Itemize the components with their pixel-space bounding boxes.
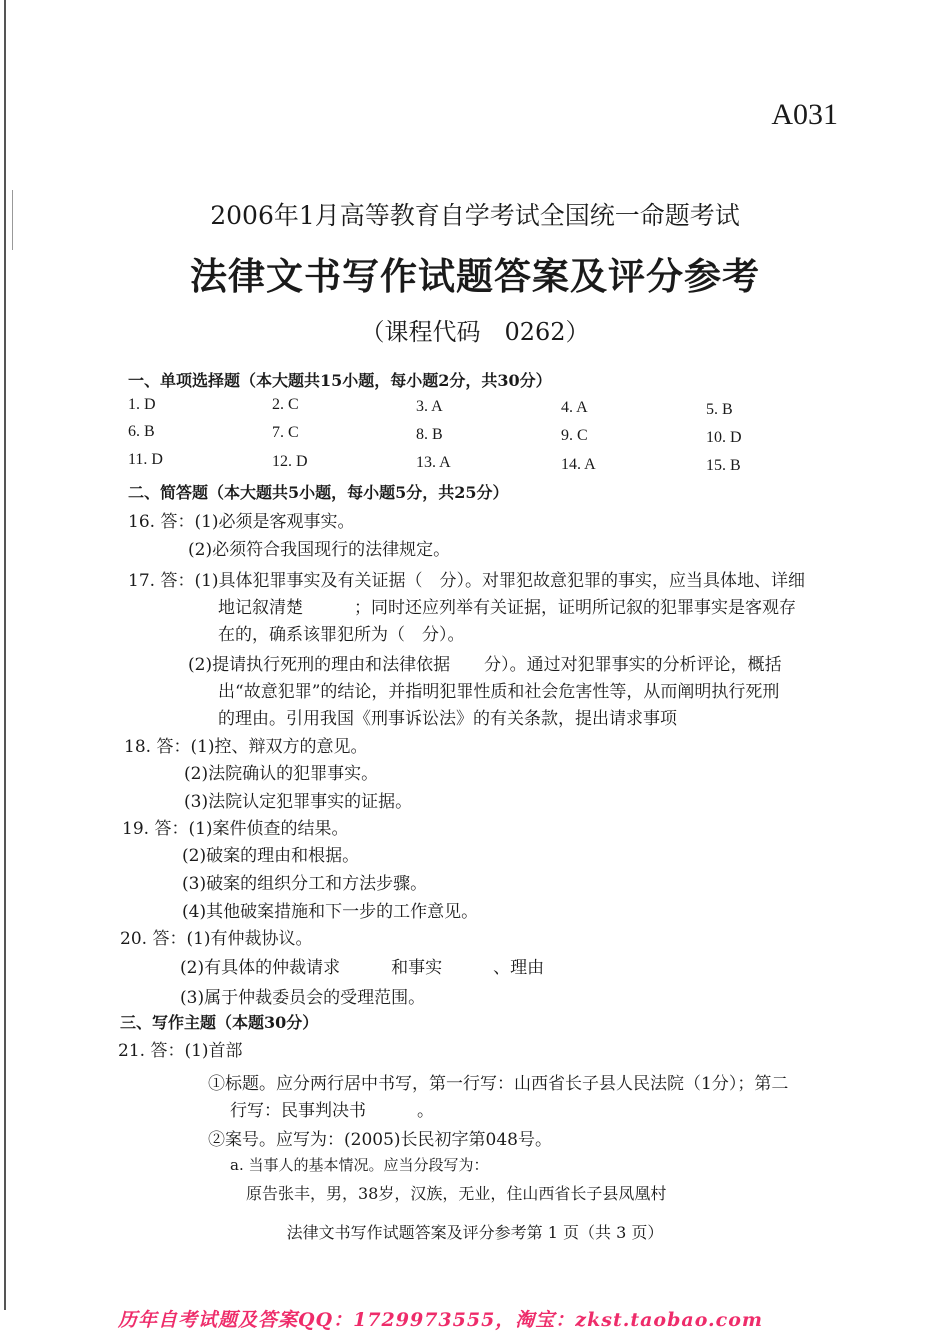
answer-item: 3. A [416, 398, 443, 415]
answer-line: 行写：民事判决书 。 [230, 1101, 434, 1121]
answer-line: 18. 答：(1)控、辩双方的意见。 [124, 737, 368, 757]
section2-heading: 二、简答题（本大题共5小题，每小题5分，共25分） [128, 483, 509, 502]
answer-item: 4. A [561, 399, 588, 416]
answer-item: 6. B [128, 423, 155, 440]
answer-line: 20. 答：(1)有仲裁协议。 [120, 929, 313, 949]
answer-item: 12. D [272, 453, 308, 470]
answer-item: 9. C [561, 427, 588, 444]
answer-line: 出“故意犯罪”的结论，并指明犯罪性质和社会危害性等，从而阐明执行死刑 [218, 682, 780, 702]
answer-line: 地记叙清楚 ；同时还应列举有关证据，证明所记叙的犯罪事实是客观存 [218, 598, 796, 618]
answer-line: (2)必须符合我国现行的法律规定。 [188, 540, 451, 560]
answer-line: 21. 答：(1)首部 [118, 1041, 243, 1061]
answer-line: (4)其他破案措施和下一步的工作意见。 [182, 902, 479, 922]
answer-line: (2)法院确认的犯罪事实。 [184, 764, 379, 784]
answer-line: 在的，确系该罪犯所为（ 分）。 [218, 625, 465, 645]
answer-line: ①标题。应分两行居中书写，第一行写：山西省长子县人民法院（1分）；第二 [208, 1074, 789, 1094]
exam-title: 2006年1月高等教育自学考试全国统一命题考试 [210, 201, 740, 230]
watermark-text: 历年自考试题及答案QQ：1729973555，淘宝：zkst.taobao.com [118, 1309, 764, 1331]
answer-line: 原告张丰，男，38岁，汉族，无业，住山西省长子县凤凰村 [246, 1184, 667, 1203]
answer-item: 5. B [706, 401, 733, 418]
answer-line: (2)有具体的仲裁请求 和事实 、理由 [180, 958, 545, 978]
answer-item: 1. D [128, 396, 156, 413]
section1-heading: 一、单项选择题（本大题共15小题，每小题2分，共30分） [128, 371, 552, 390]
answer-item: 7. C [272, 424, 299, 441]
answer-item: 13. A [416, 454, 451, 471]
answer-line: (3)法院认定犯罪事实的证据。 [184, 792, 413, 812]
page-footer: 法律文书写作试题答案及评分参考第 1 页（共 3 页） [286, 1223, 664, 1242]
answer-line: 16. 答：(1)必须是客观事实。 [128, 512, 355, 532]
answer-item: 11. D [128, 451, 163, 468]
answer-line: (3)属于仲裁委员会的受理范围。 [180, 988, 426, 1008]
answer-line: 的理由。引用我国《刑事诉讼法》的有关条款，提出请求事项 [218, 709, 677, 729]
answer-item: 2. C [272, 396, 299, 413]
answer-item: 10. D [706, 429, 742, 446]
answer-line: 19. 答：(1)案件侦查的结果。 [122, 819, 349, 839]
answer-line: 17. 答：(1)具体犯罪事实及有关证据（ 分）。对罪犯故意犯罪的事实，应当具体地、详细 [128, 571, 806, 591]
document-code: A031 [771, 98, 838, 131]
answer-line: (2)提请执行死刑的理由和法律依据 分）。通过对犯罪事实的分析评论，概括 [188, 655, 782, 675]
answer-line: a. 当事人的基本情况。应当分段写为： [230, 1156, 489, 1174]
course-code: （课程代码 0262） [360, 318, 590, 346]
answer-line: (3)破案的组织分工和方法步骤。 [182, 874, 428, 894]
answer-line: ②案号。应写为：(2005)长民初字第048号。 [208, 1130, 552, 1150]
section3-heading: 三、写作主题（本题30分） [120, 1013, 319, 1032]
answer-item: 15. B [706, 457, 741, 474]
answer-item: 14. A [561, 456, 596, 473]
answer-line: (2)破案的理由和根据。 [182, 846, 360, 866]
main-title: 法律文书写作试题答案及评分参考 [190, 254, 760, 298]
answer-item: 8. B [416, 426, 443, 443]
